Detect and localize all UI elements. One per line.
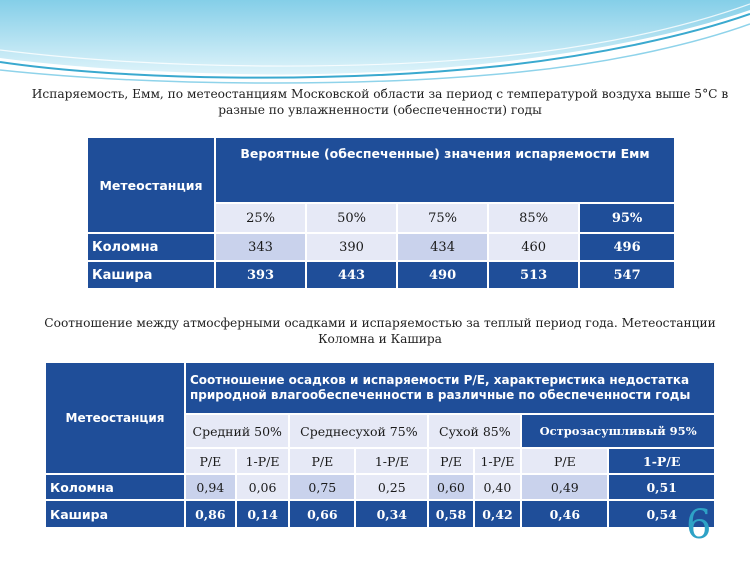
subheader-1-pe: 1-Р/Е (237, 449, 289, 473)
percentile-header: 25% (216, 204, 305, 232)
table-cell: 0,94 (186, 475, 235, 499)
table-cell: 0,06 (237, 475, 289, 499)
station-column-header: Метеостанция (46, 363, 184, 473)
percentile-header: 75% (398, 204, 487, 232)
subheader-pe: Р/Е (522, 449, 607, 473)
station-label: Коломна (46, 475, 184, 499)
table-row (46, 475, 714, 499)
subheader-pe: Р/Е (290, 449, 354, 473)
table-row (88, 234, 674, 260)
table-cell: 0,49 (522, 475, 607, 499)
subheader-pe: Р/Е (186, 449, 235, 473)
table-cell: 393 (216, 262, 305, 288)
table-cell: 0,14 (237, 501, 289, 527)
table-cell: 0,75 (290, 475, 354, 499)
subheader-pe: Р/Е (429, 449, 472, 473)
group-header-dry: Сухой 85% (429, 415, 520, 447)
table2-caption: Соотношение между атмосферными осадками и испаряемостью за теплый период года. Метеостанции Коломна и Кашира (44, 316, 716, 346)
subheader-1-pe: 1-Р/Е (609, 449, 714, 473)
table-cell: 0,34 (356, 501, 427, 527)
precipitation-ratio-table (44, 361, 716, 529)
table-cell: 0,54 (609, 501, 714, 527)
table-cell: 434 (398, 234, 487, 260)
table-cell: 0,86 (186, 501, 235, 527)
table-row (88, 262, 674, 288)
values-column-header: Вероятные (обеспеченные) значения испаряемости Емм (216, 138, 674, 202)
table-cell: 343 (216, 234, 305, 260)
station-label: Коломна (88, 234, 214, 260)
table-cell: 490 (398, 262, 487, 288)
table-cell: 547 (580, 262, 674, 288)
table-cell: 496 (580, 234, 674, 260)
table-cell: 0,25 (356, 475, 427, 499)
table1-caption: Испаряемость, Емм, по метеостанциям Московской области за период с температурой воздуха выше 5°С в разные по увлажненности (обеспеченности) годы (31, 87, 729, 117)
group-header-semi-dry: Среднесухой 75% (290, 415, 427, 447)
table-cell: 513 (489, 262, 578, 288)
group-header-extreme-drought: Острозасушливый 95% (522, 415, 714, 447)
group-header-average: Средний 50% (186, 415, 288, 447)
slide-number: 6 (686, 502, 712, 548)
table-cell: 0,42 (475, 501, 521, 527)
station-label: Кашира (46, 501, 184, 527)
header-wave-decoration (0, 0, 750, 90)
percentile-header: 85% (489, 204, 578, 232)
table-row (46, 501, 714, 527)
subheader-1-pe: 1-Р/Е (475, 449, 521, 473)
table-cell: 0,60 (429, 475, 472, 499)
ratio-column-header: Соотношение осадков и испаряемости Р/Е, характеристика недостатка природной влагообеспеченности в различные по обеспеченности годы (186, 363, 714, 413)
table-cell: 0,51 (609, 475, 714, 499)
table-cell: 0,66 (290, 501, 354, 527)
table-cell: 0,46 (522, 501, 607, 527)
percentile-header: 95% (580, 204, 674, 232)
station-label: Кашира (88, 262, 214, 288)
evaporation-table (86, 136, 676, 290)
percentile-header: 50% (307, 204, 396, 232)
table-cell: 460 (489, 234, 578, 260)
subheader-1-pe: 1-Р/Е (356, 449, 427, 473)
table-cell: 390 (307, 234, 396, 260)
table-cell: 0,58 (429, 501, 472, 527)
station-column-header: Метеостанция (88, 138, 214, 232)
table-cell: 0,40 (475, 475, 521, 499)
table-cell: 443 (307, 262, 396, 288)
